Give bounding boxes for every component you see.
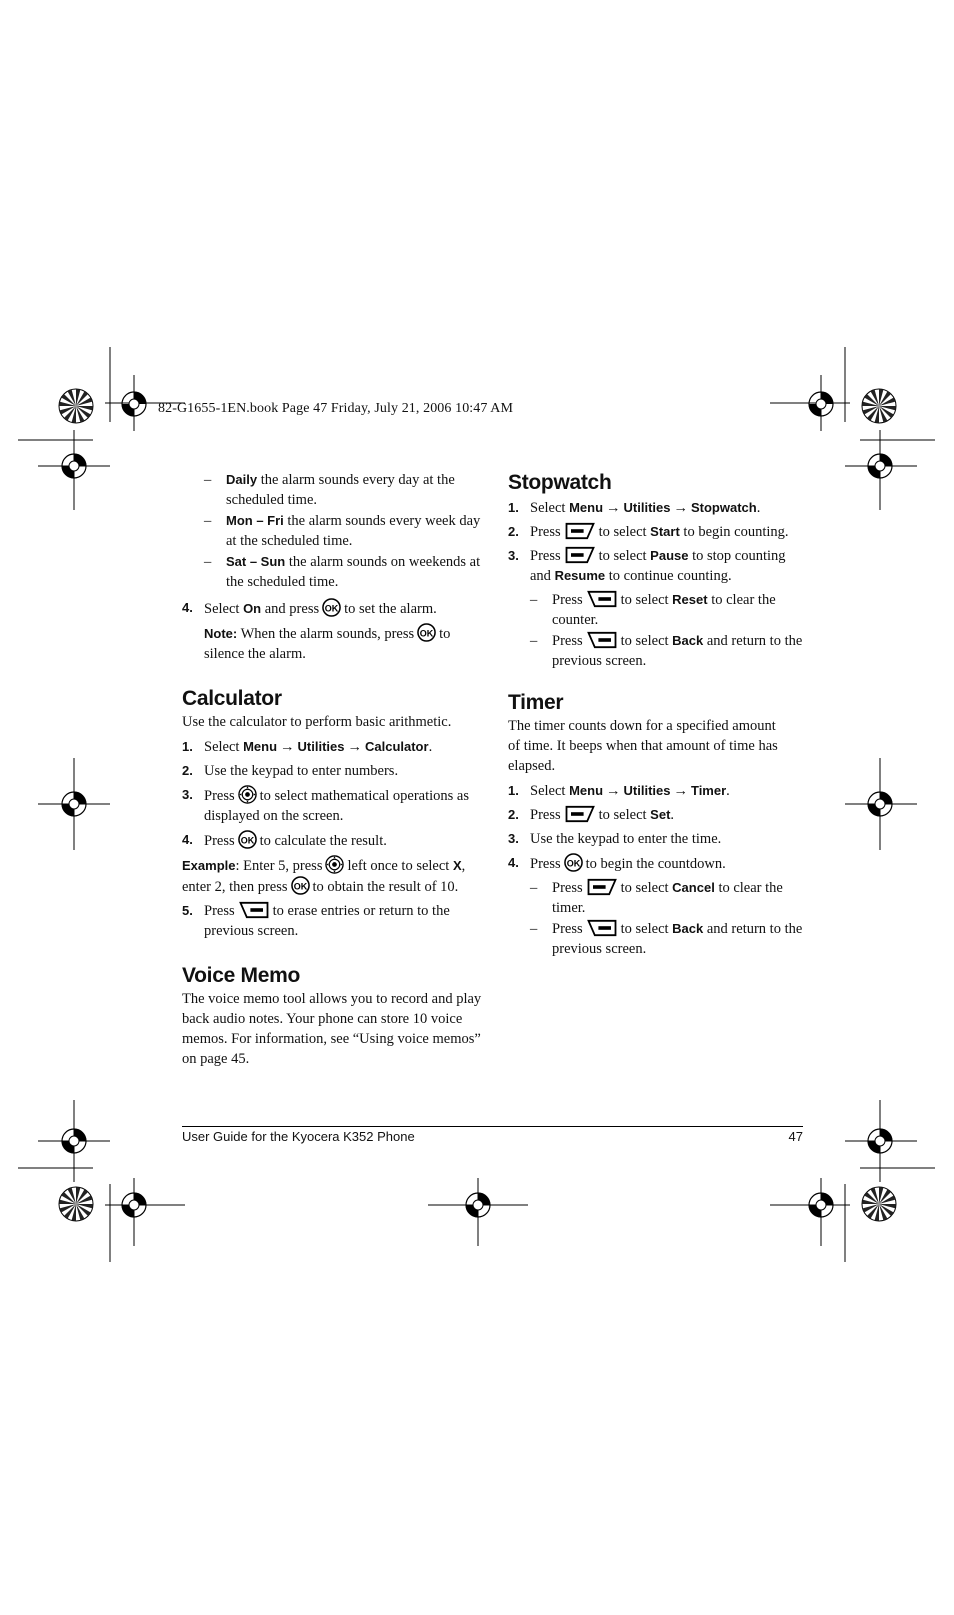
- step-item: 2. Use the keypad to enter numbers.: [182, 763, 399, 779]
- step-item: 1. Select Menu → Utilities → Timer.: [508, 783, 730, 799]
- step-item: 2. Press to select Set.: [508, 807, 675, 823]
- left-softkey-icon: [564, 546, 596, 564]
- right-column: [508, 470, 808, 960]
- left-softkey-icon: [564, 522, 596, 540]
- right-softkey-icon: [586, 590, 618, 608]
- print-slug: 82-G1655-1EN.book Page 47 Friday, July 21, 2006 10:47 AM: [158, 401, 514, 416]
- step-item: 5. Press to erase entries or return to the previous screen.: [182, 903, 450, 939]
- step-item: 3. Press to select Pause to stop counting and Resume to continue counting.: [508, 548, 786, 584]
- list-item: – Mon – Fri the alarm sounds every week day at the scheduled time.: [204, 513, 481, 549]
- section-heading: Calculator: [182, 687, 282, 710]
- section-heading: Voice Memo: [182, 964, 300, 987]
- paragraph: Use the calculator to perform basic arithmetic.: [182, 714, 452, 730]
- left-softkey-icon: [586, 878, 618, 896]
- example-paragraph: Example: Enter 5, press left once to select X, enter 2, then press to obtain the result of 10.: [182, 855, 482, 897]
- step-item: 3. Press to select mathematical operations as displayed on the screen.: [182, 787, 469, 824]
- ok-key-icon: [417, 623, 436, 642]
- step-item: 2. Press to select Start to begin counting.: [508, 524, 789, 540]
- right-softkey-icon: [586, 631, 618, 649]
- list-item: – Sat – Sun the alarm sounds on weekends at the scheduled time.: [204, 554, 481, 590]
- ok-key-icon: [564, 853, 583, 872]
- list-item: – Daily the alarm sounds every day at the scheduled time.: [204, 472, 455, 508]
- ok-key-icon: [291, 876, 310, 895]
- list-item: – Press to select Back and return to the previous screen.: [530, 921, 803, 957]
- ok-key-icon: [238, 830, 257, 849]
- step-item: 4. Press to calculate the result.: [182, 832, 387, 849]
- page-number: 47: [788, 1129, 803, 1144]
- list-item: – Press to select Back and return to the previous screen.: [530, 633, 803, 669]
- section-heading: Timer: [508, 691, 564, 714]
- right-softkey-icon: [586, 919, 618, 937]
- ok-key-icon: [322, 598, 341, 617]
- left-column: [182, 470, 482, 1069]
- page-footer: [182, 1126, 803, 1144]
- left-softkey-icon: [564, 805, 596, 823]
- paragraph: The voice memo tool allows you to record and play back audio notes. Your phone can store 10 voice memos. For information, see “Using voice memos” on page 45.: [182, 991, 482, 1067]
- step-item: 4. Select On and press to set the alarm.: [182, 600, 437, 617]
- navigation-key-icon: [238, 785, 257, 804]
- list-item: – Press to select Cancel to clear the timer.: [530, 880, 783, 916]
- list-item: – Press to select Reset to clear the counter.: [530, 592, 776, 628]
- note: Note: When the alarm sounds, press to silence the alarm.: [182, 623, 482, 664]
- step-item: 4. Press to begin the countdown.: [508, 855, 726, 872]
- section-heading: Stopwatch: [508, 471, 612, 494]
- paragraph: The timer counts down for a specified amount of time. It beeps when that amount of time has elapsed.: [508, 718, 778, 774]
- footer-title: User Guide for the Kyocera K352 Phone: [182, 1129, 415, 1144]
- step-item: 1. Select Menu → Utilities → Stopwatch.: [508, 500, 761, 516]
- step-item: 1. Select Menu → Utilities → Calculator.: [182, 739, 433, 755]
- right-softkey-icon: [238, 901, 270, 919]
- step-item: 3. Use the keypad to enter the time.: [508, 831, 722, 847]
- navigation-key-icon: [325, 855, 344, 874]
